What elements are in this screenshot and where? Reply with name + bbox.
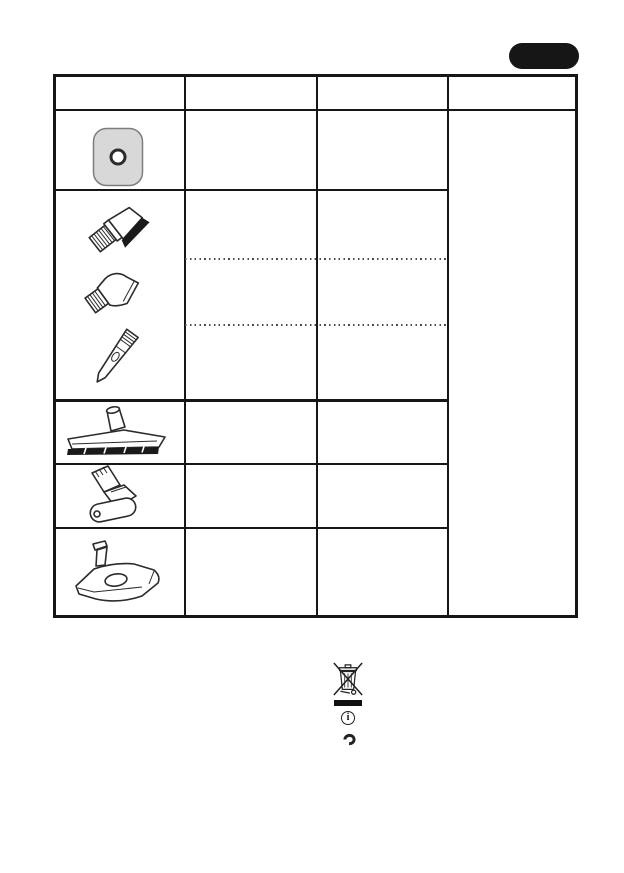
row-divider-1 — [56, 189, 449, 191]
turbo-brush-icon — [64, 541, 168, 607]
hard-floor-nozzle-icon — [62, 405, 174, 463]
header-row-divider — [56, 109, 575, 111]
column-divider-3 — [447, 77, 449, 615]
hard-floor-nozzle-cell — [62, 405, 174, 463]
dust-bag-icon — [92, 127, 144, 187]
dotted-sub-row-separator-2 — [185, 324, 447, 326]
language-tab — [509, 43, 579, 69]
upholstery-nozzle-cell — [82, 259, 148, 321]
dust-bag-cell — [92, 127, 144, 187]
upholstery-nozzle-icon — [82, 259, 148, 321]
dotted-sub-row-separator-1 — [185, 258, 447, 260]
dusting-brush-icon — [86, 199, 150, 257]
turbo-brush-cell — [64, 541, 168, 607]
column-divider-1 — [184, 77, 186, 615]
mini-turbo-nozzle-icon — [78, 463, 154, 529]
curved-arrow-glyph — [343, 734, 356, 745]
info-circle-icon: i — [341, 711, 355, 725]
mini-turbo-nozzle-cell — [78, 463, 154, 529]
crevice-tool-cell — [92, 322, 144, 394]
dusting-brush-cell — [86, 199, 150, 257]
crevice-tool-icon — [92, 322, 144, 394]
weee-bin-wrap — [332, 661, 364, 697]
row-divider-2-thick — [56, 399, 449, 402]
accessories-table — [53, 74, 578, 618]
column-divider-2 — [316, 77, 318, 615]
weee-crossed-out-bin-icon — [332, 661, 364, 697]
curved-arrow-icon — [343, 734, 356, 745]
solid-black-bar — [334, 700, 362, 706]
